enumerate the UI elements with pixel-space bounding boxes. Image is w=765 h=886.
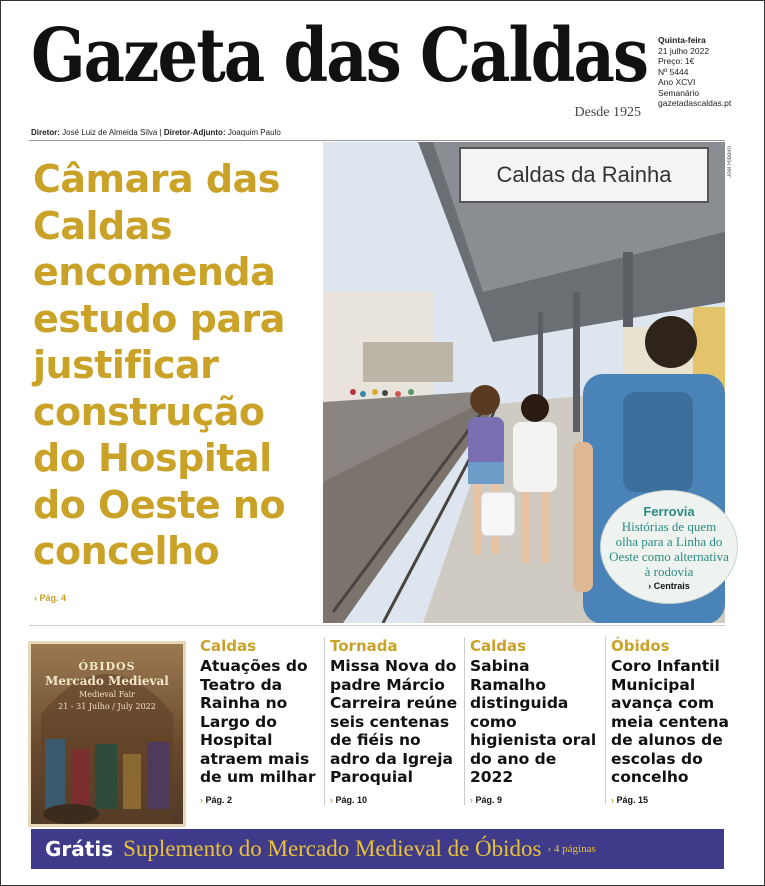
story-ref[interactable] [470,795,502,805]
deputy-label: Diretor-Adjunto: [163,128,226,137]
story-caldas-sabina[interactable] [470,637,598,787]
ferrovia-teaser[interactable] [601,491,737,603]
story-kicker: Caldas [470,637,527,655]
story-ref[interactable] [200,795,232,805]
story-kicker: Óbidos [611,637,670,655]
story-kicker: Caldas [200,637,257,655]
story-ref-text: Pág. 10 [335,795,368,805]
supplement-banner[interactable] [31,829,724,869]
edition-weekday: Quinta-feira [658,35,706,45]
masthead-since: Desde 1925 [574,105,641,120]
lead-page-ref-text: Pág. 4 [39,593,67,603]
photo-credit: Joel Ribeiro [727,146,733,178]
story-caldas-teatro[interactable] [200,637,318,787]
director-name: José Luiz de Almeida Silva [62,128,158,137]
story-title: Coro Infantil Municipal avança com meia centena de alunos de escolas do concelho [611,657,729,786]
edition-info [658,35,758,109]
story-ref-text: Pág. 2 [205,795,233,805]
chevron-right-icon: › [34,593,37,603]
poster-dates: 21 - 31 Julho / July 2022 [58,702,156,711]
teaser-text: Histórias de quem olha para a Linha do Oeste como alternativa à rodovia [609,518,729,579]
banner-text: Suplemento do Mercado Medieval de Óbidos [123,836,542,861]
noble-figure [95,744,117,809]
story-title: Sabina Ramalho distinguida como higienista oral do ano de 2022 [470,657,597,786]
story-title: Atuações do Teatro da Rainha no Largo do Hospital atraem mais de um milhar [200,657,316,786]
knight-figure [45,739,65,809]
teaser-ref [648,581,690,591]
edition-date: 21 julho 2022 [658,45,710,56]
column-rule [605,637,606,805]
edition-price: Preço: 1€ [658,56,695,66]
edition-year: Ano XCVI [658,77,696,87]
medieval-fair-poster[interactable] [28,641,186,827]
story-title: Missa Nova do padre Márcio Carreira reúne seis centenas de fiéis no adro da Igreja Paroquial [330,657,458,786]
poster-city: ÓBIDOS [78,660,136,673]
teaser-ref-text: Centrais [653,580,690,591]
teaser-kicker: Ferrovia [643,503,695,519]
poster-title: Mercado Medieval [45,674,169,688]
header-rule [29,140,725,141]
chevron-right-icon: › [547,843,552,855]
monk-figure [123,754,141,809]
story-kicker: Tornada [330,637,398,655]
story-ref-text: Pág. 9 [475,795,503,805]
chevron-right-icon: › [330,795,333,805]
station-canopy [363,342,453,382]
story-ref[interactable] [330,795,367,805]
station-sign: Caldas da Rainha [459,147,709,203]
chevron-right-icon: › [470,795,473,805]
chevron-right-icon: › [200,795,203,805]
masthead-title[interactable]: Gazeta das Caldas [31,13,647,100]
credits-separator: | [159,128,164,137]
edition-frequency: Semanário [658,87,700,98]
story-ref[interactable] [611,795,648,805]
banner-ref-text: 4 páginas [553,843,596,855]
banner-label: Grátis [45,837,114,861]
lady-figure [71,749,89,809]
banner-ref [548,843,596,855]
chevron-right-icon: › [611,795,614,805]
director-label: Diretor: [31,128,60,137]
story-obidos-coro[interactable] [611,637,729,787]
chevron-right-icon: › [648,580,652,591]
masthead [31,13,651,121]
column-rule [324,637,325,805]
lead-page-ref[interactable] [34,593,66,603]
boar-figure [43,804,99,824]
edition-website[interactable]: gazetadascaldas.pt [658,98,732,108]
story-tornada-missa[interactable] [330,637,460,787]
roof-pillar [573,292,580,432]
story-ref-text: Pág. 15 [616,795,649,805]
edition-number: Nº 5444 [658,66,689,77]
king-figure [147,742,169,809]
editorial-credits [31,128,281,137]
poster-subtitle: Medieval Fair [79,690,135,699]
deputy-name: Joaquim Paulo [227,128,281,137]
column-rule [464,637,465,805]
lead-headline[interactable]: Câmara das Caldas encomenda estudo para justificar construção do Hospital do Oeste no concelho [33,157,286,573]
section-rule [29,625,725,626]
